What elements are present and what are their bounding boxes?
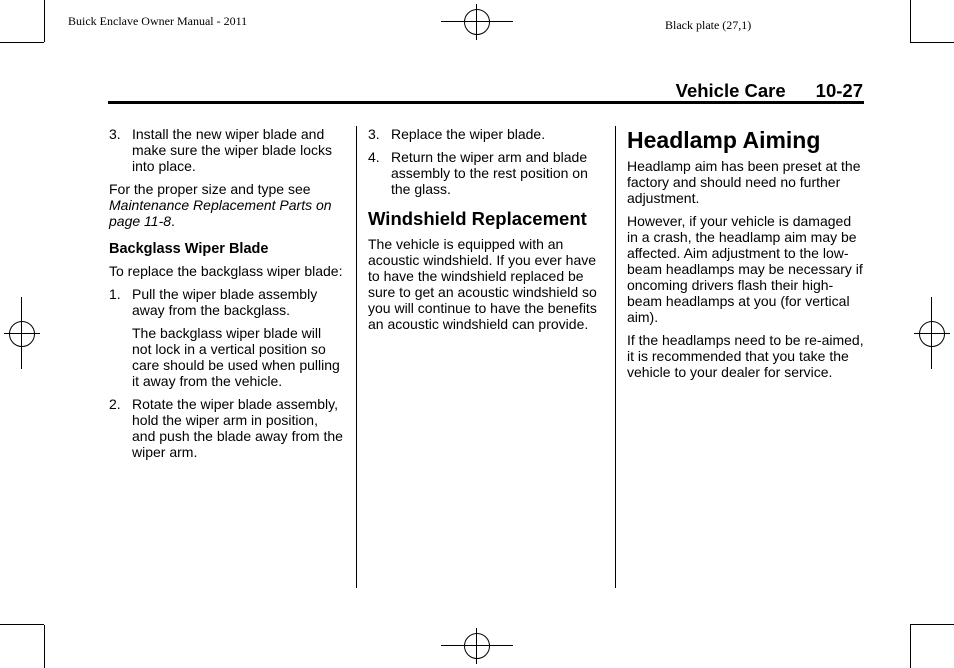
crop-mark [44,0,45,42]
step-note: The backglass wiper blade will not lock in a vertical position so care should be used when pulling it away from the vehicle. [132,325,340,389]
running-head [600,80,863,102]
step-text: Pull the wiper blade assembly away from the backglass. [132,286,318,318]
section-heading: Headlamp Aiming [627,127,821,153]
print-header-left: Buick Enclave Owner Manual - 2011 [68,14,248,28]
list-item [368,126,603,142]
step-text: Install the new wiper blade and make sure the wiper blade locks into place. [132,126,332,174]
step-number: 4. [368,149,380,165]
list-item [109,396,344,460]
step-number: 2. [109,396,121,412]
column-divider [356,126,357,588]
paragraph: To replace the backglass wiper blade: [109,263,343,279]
list-item [368,149,603,197]
section-title: Vehicle Care [675,80,786,101]
list-item [109,126,344,174]
column-2 [368,126,603,332]
header-rule [108,101,864,104]
subheading: Backglass Wiper Blade [109,241,269,257]
list-item [109,286,344,389]
crop-mark [910,624,954,625]
step-text: Rotate the wiper blade assembly, hold the wiper arm in position, and push the blade away from the wiper arm. [132,396,343,460]
step-number: 1. [109,286,121,302]
section-heading: Windshield Replacement [368,208,587,229]
paragraph: The vehicle is equipped with an acoustic windshield. If you ever have to have the windshield replaced be sure to get an acoustic windshield so you will continue to have the benefits an acoustic windshield can provide. [368,236,597,332]
cross-reference: Maintenance Replacement Parts on page 11-8 [109,197,332,229]
step-number: 3. [109,126,121,142]
crop-mark [910,42,954,43]
crop-mark [44,625,45,668]
paragraph: However, if your vehicle is damaged in a crash, the headlamp aim may be affected. Aim adjustment to the low-beam headlamps may be necessary if oncoming drivers flash their high-beam headlamps at you (for vertical aim). [627,213,863,325]
crop-mark [910,0,911,42]
step-text: Return the wiper arm and blade assembly to the rest position on the glass. [391,149,588,197]
paragraph: If the headlamps need to be re-aimed, it is recommended that you take the vehicle to your dealer for service. [627,332,864,380]
column-3 [627,126,864,380]
step-number: 3. [368,126,380,142]
paragraph: For the proper size and type see Maintenance Replacement Parts on page 11-8. [109,181,332,229]
crop-mark [910,625,911,668]
paragraph: Headlamp aim has been preset at the factory and should need no further adjustment. [627,158,861,206]
column-divider [615,126,616,588]
crop-mark [0,624,44,625]
crop-mark [0,42,44,43]
print-header-right: Black plate (27,1) [665,18,752,32]
page-number: 10-27 [815,80,863,101]
step-text: Replace the wiper blade. [391,126,546,142]
column-1 [109,126,344,460]
